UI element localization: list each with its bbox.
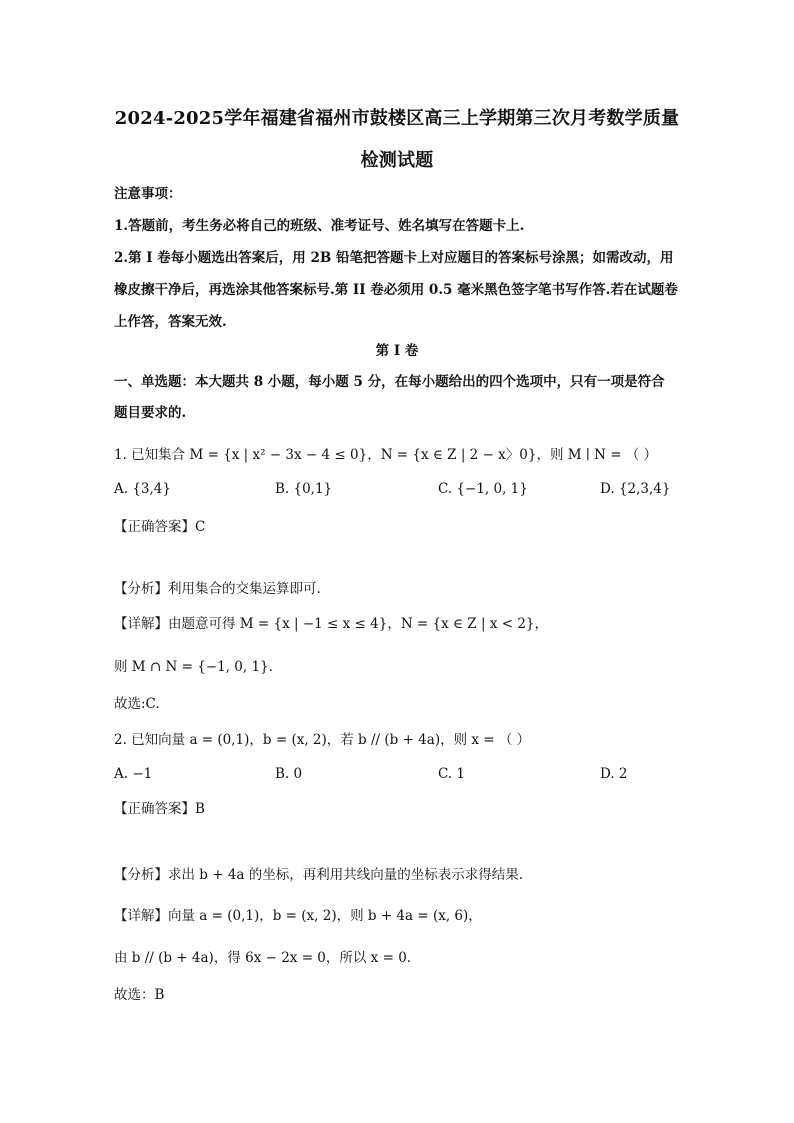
part1-instruction-line-1: 一、单选题：本大题共 8 小题，每小题 5 分，在每小题给出的四个选项中，只有一项是符合 [114,374,665,390]
question-2-option-c: C. 1 [438,766,466,782]
section-title: 第 I 卷 [375,343,419,359]
question-2-answer: 【正确答案】B [114,801,205,817]
question-1-option-d: D. {2,3,4} [600,481,671,497]
part1-instruction-line-2: 题目要求的. [114,405,187,421]
question-2-detail: 【详解】向量 a = (0,1)，b = (x, 2)，则 b + 4a = (x, 6)， [114,908,482,924]
question-2-stem: 2. 已知向量 a = (0,1)，b = (x, 2)，若 b // (b + 4a)，则 x = （ ） [114,732,531,748]
notice-item-2-line-2: 橡皮擦干净后，再选涂其他答案标号.第 II 卷必须用 0.5 毫米黑色签字笔书写作答.若在试题卷 [114,282,678,298]
question-2-option-a: A. −1 [114,766,153,782]
title-line-1: 2024-2025学年福建省福州市鼓楼区高三上学期第三次月考数学质量 [114,108,680,129]
question-1-option-b: B. {0,1} [275,481,333,497]
question-1-detail-2: 则 M ∩ N = {−1, 0, 1}. [114,659,273,675]
question-2-option-b: B. 0 [275,766,303,782]
question-1-stem: 1. 已知集合 M = {x | x² − 3x − 4 ≤ 0}，N = {x ∈ Z | 2 − x〉0}，则 M ∣ N = （ ） [114,447,658,463]
question-2-detail-2: 由 b // (b + 4a)，得 6x − 2x = 0，所以 x = 0. [114,950,412,966]
question-1-option-a: A. {3,4} [114,481,171,497]
notice-item-1: 1.答题前，考生务必将自己的班级、准考证号、姓名填写在答题卡上. [114,218,525,234]
question-1-analysis: 【分析】利用集合的交集运算即可. [114,581,321,597]
question-2-analysis: 【分析】求出 b + 4a 的坐标，再利用共线向量的坐标表示求得结果. [114,867,524,883]
question-1-answer: 【正确答案】C [114,519,206,535]
question-2-option-d: D. 2 [600,766,628,782]
question-1-option-c: C. {−1, 0, 1} [438,481,528,497]
question-2-conclusion: 故选：B [114,987,165,1003]
question-1-detail: 【详解】由题意可得 M = {x | −1 ≤ x ≤ 4}，N = {x ∈ Z | x < 2}， [114,616,549,632]
question-1-conclusion: 故选:C. [114,696,160,712]
notice-item-2-line-1: 2.第 I 卷每小题选出答案后，用 2B 铅笔把答题卡上对应题目的答案标号涂黑；如需改动，用 [114,250,674,266]
notice-item-2-line-3: 上作答，答案无效. [114,314,227,330]
title-line-2: 检测试题 [360,150,434,171]
notice-header: 注意事项： [114,186,182,202]
